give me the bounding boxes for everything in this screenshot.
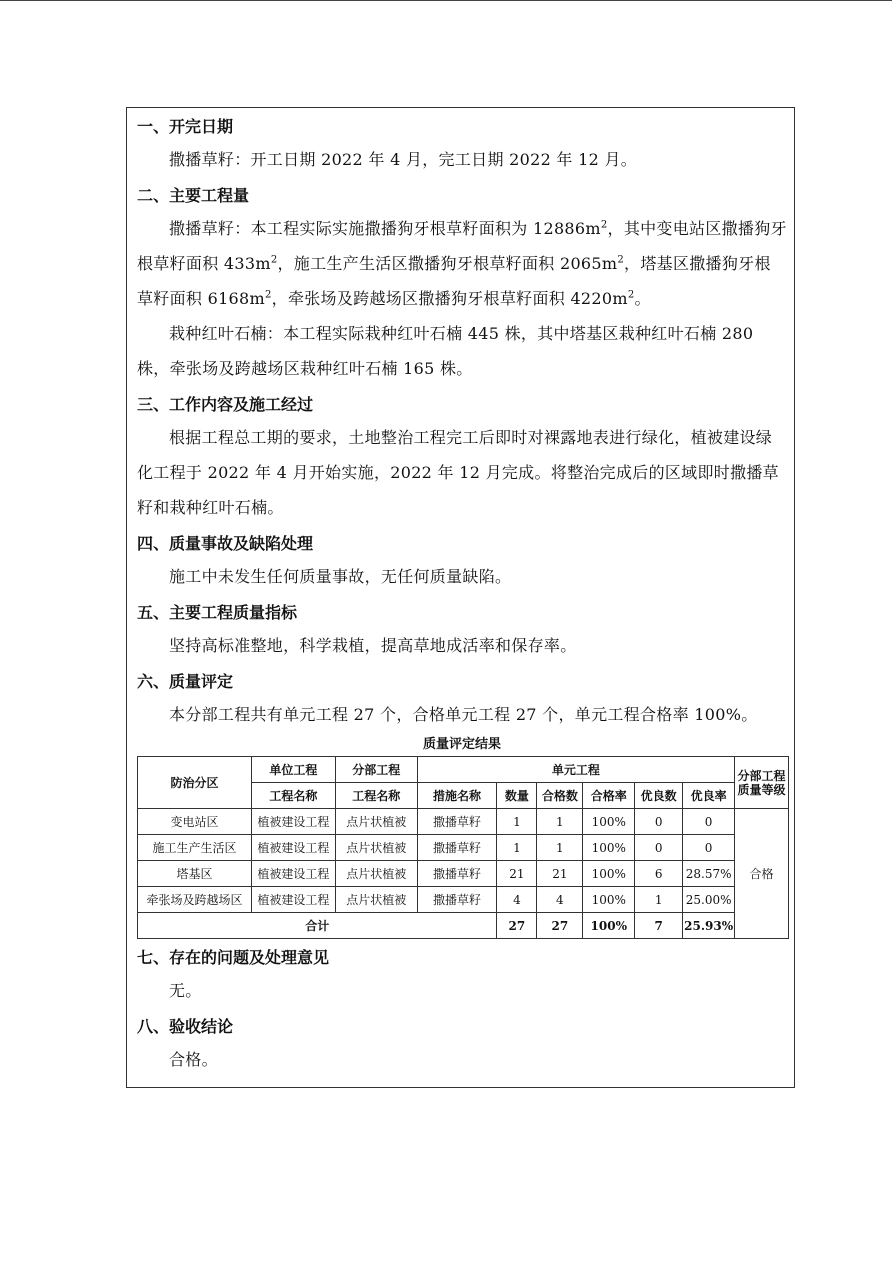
section-2-heading: 二、主要工程量 — [137, 186, 250, 205]
cell-excellent-count: 6 — [635, 861, 683, 887]
table-caption: 质量评定结果 — [422, 737, 501, 752]
header-count: 数量 — [497, 783, 537, 809]
cell-unit-name: 植被建设工程 — [251, 861, 335, 887]
header-unit: 单位工程 — [251, 757, 335, 783]
cell-pass-rate: 100% — [583, 835, 635, 861]
cell-measure: 撒播草籽 — [417, 887, 497, 913]
cell-unit-name: 植被建设工程 — [251, 809, 335, 835]
cell-unit-name: 植被建设工程 — [251, 887, 335, 913]
table-total-row — [138, 913, 789, 939]
total-count: 27 — [497, 913, 537, 939]
section-5-text: 坚持高标准整地，科学栽植，提高草地成活率和保存率。 — [169, 636, 577, 655]
cell-count: 1 — [497, 809, 537, 835]
section-2-planting-text: 栽种红叶石楠：本工程实际栽种红叶石楠 445 株，其中塔基区栽种红叶石楠 280 株，牵张场及跨越场区栽种红叶石楠 165 株。 — [137, 324, 754, 378]
section-2-seeding-text — [137, 211, 787, 316]
section-8-text: 合格。 — [169, 1050, 218, 1069]
cell-unit-name: 植被建设工程 — [251, 835, 335, 861]
section-4-heading: 四、质量事故及缺陷处理 — [137, 534, 314, 553]
table-row — [138, 861, 789, 887]
superscript: 2 — [617, 254, 625, 266]
header-unit-name: 工程名称 — [251, 783, 335, 809]
section-3-heading: 三、工作内容及施工经过 — [137, 395, 314, 414]
cell-excellent-rate: 28.57% — [683, 861, 735, 887]
section-7-text: 无。 — [169, 981, 202, 1000]
superscript: 2 — [627, 289, 635, 301]
cell-pass-rate: 100% — [583, 887, 635, 913]
cell-measure: 撒播草籽 — [417, 835, 497, 861]
header-pass-count: 合格数 — [537, 783, 583, 809]
cell-zone: 施工生产生活区 — [138, 835, 252, 861]
header-excellent-count: 优良数 — [635, 783, 683, 809]
header-measure: 措施名称 — [417, 783, 497, 809]
cell-zone: 塔基区 — [138, 861, 252, 887]
seeding-text-f: 。 — [634, 289, 651, 308]
cell-measure: 撒播草籽 — [417, 809, 497, 835]
cell-count: 1 — [497, 835, 537, 861]
cell-pass-count: 4 — [537, 887, 583, 913]
cell-count: 4 — [497, 887, 537, 913]
section-5-heading: 五、主要工程质量指标 — [137, 603, 298, 622]
superscript: 2 — [270, 254, 278, 266]
header-sub: 分部工程 — [335, 757, 417, 783]
superscript: 2 — [264, 289, 272, 301]
cell-excellent-rate: 0 — [683, 809, 735, 835]
cell-excellent-rate: 0 — [683, 835, 735, 861]
cell-sub-name: 点片状植被 — [335, 835, 417, 861]
cell-zone: 牵张场及跨越场区 — [138, 887, 252, 913]
table-row — [138, 887, 789, 913]
header-grade: 分部工程质量等级 — [735, 757, 789, 809]
cell-sub-name: 点片状植被 — [335, 887, 417, 913]
report-content — [137, 108, 787, 1077]
quality-table — [137, 756, 789, 939]
cell-pass-rate: 100% — [583, 809, 635, 835]
section-1-heading: 一、开完日期 — [137, 117, 234, 136]
seeding-text-d: ，塔基区撒播狗牙根草籽面积 6168m — [137, 254, 771, 308]
section-3-text: 根据工程总工期的要求，土地整治工程完工后即时对裸露地表进行绿化，植被建设绿化工程于 2022 年 4 月开始实施，2022 年 12 月完成。将整治完成后的区域即时撒播草籽和栽种红叶石楠。 — [137, 428, 779, 517]
cell-pass-count: 21 — [537, 861, 583, 887]
total-label: 合计 — [138, 913, 497, 939]
seeding-text-a: 撒播草籽：本工程实际实施撒播狗牙根草籽面积为 12886m — [169, 219, 601, 238]
header-element: 单元工程 — [417, 757, 734, 783]
section-6-text: 本分部工程共有单元工程 27 个，合格单元工程 27 个，单元工程合格率 100%。 — [169, 705, 758, 724]
total-pass-rate: 100% — [583, 913, 635, 939]
cell-pass-rate: 100% — [583, 861, 635, 887]
total-excellent-rate: 25.93% — [683, 913, 735, 939]
section-1-text: 撒播草籽：开工日期 2022 年 4 月，完工日期 2022 年 12 月。 — [169, 150, 638, 169]
section-4-text: 施工中未发生任何质量事故，无任何质量缺陷。 — [169, 567, 512, 586]
cell-sub-name: 点片状植被 — [335, 809, 417, 835]
report-frame — [126, 107, 795, 1088]
page-top-rule — [0, 0, 892, 1]
table-header-row — [138, 757, 789, 783]
seeding-text-e: ，牵张场及跨越场区撒播狗牙根草籽面积 4220m — [271, 289, 628, 308]
cell-pass-count: 1 — [537, 809, 583, 835]
total-pass-count: 27 — [537, 913, 583, 939]
section-6-heading: 六、质量评定 — [137, 672, 234, 691]
cell-sub-name: 点片状植被 — [335, 861, 417, 887]
seeding-text-c: ，施工生产生活区撒播狗牙根草籽面积 2065m — [277, 254, 618, 273]
header-excellent-rate: 优良率 — [683, 783, 735, 809]
cell-excellent-count: 0 — [635, 835, 683, 861]
cell-pass-count: 1 — [537, 835, 583, 861]
section-8-heading: 八、验收结论 — [137, 1017, 234, 1036]
table-row — [138, 809, 789, 835]
seeding-text-b: ，其中变电站区撒播狗牙根草籽面积 433m — [137, 219, 787, 273]
cell-count: 21 — [497, 861, 537, 887]
superscript: 2 — [600, 219, 608, 231]
cell-grade: 合格 — [735, 809, 789, 939]
header-zone: 防治分区 — [138, 757, 252, 809]
cell-excellent-count: 1 — [635, 887, 683, 913]
cell-zone: 变电站区 — [138, 809, 252, 835]
table-row — [138, 835, 789, 861]
section-7-heading: 七、存在的问题及处理意见 — [137, 948, 330, 967]
cell-excellent-rate: 25.00% — [683, 887, 735, 913]
total-excellent-count: 7 — [635, 913, 683, 939]
cell-excellent-count: 0 — [635, 809, 683, 835]
cell-measure: 撒播草籽 — [417, 861, 497, 887]
header-sub-name: 工程名称 — [335, 783, 417, 809]
header-pass-rate: 合格率 — [583, 783, 635, 809]
